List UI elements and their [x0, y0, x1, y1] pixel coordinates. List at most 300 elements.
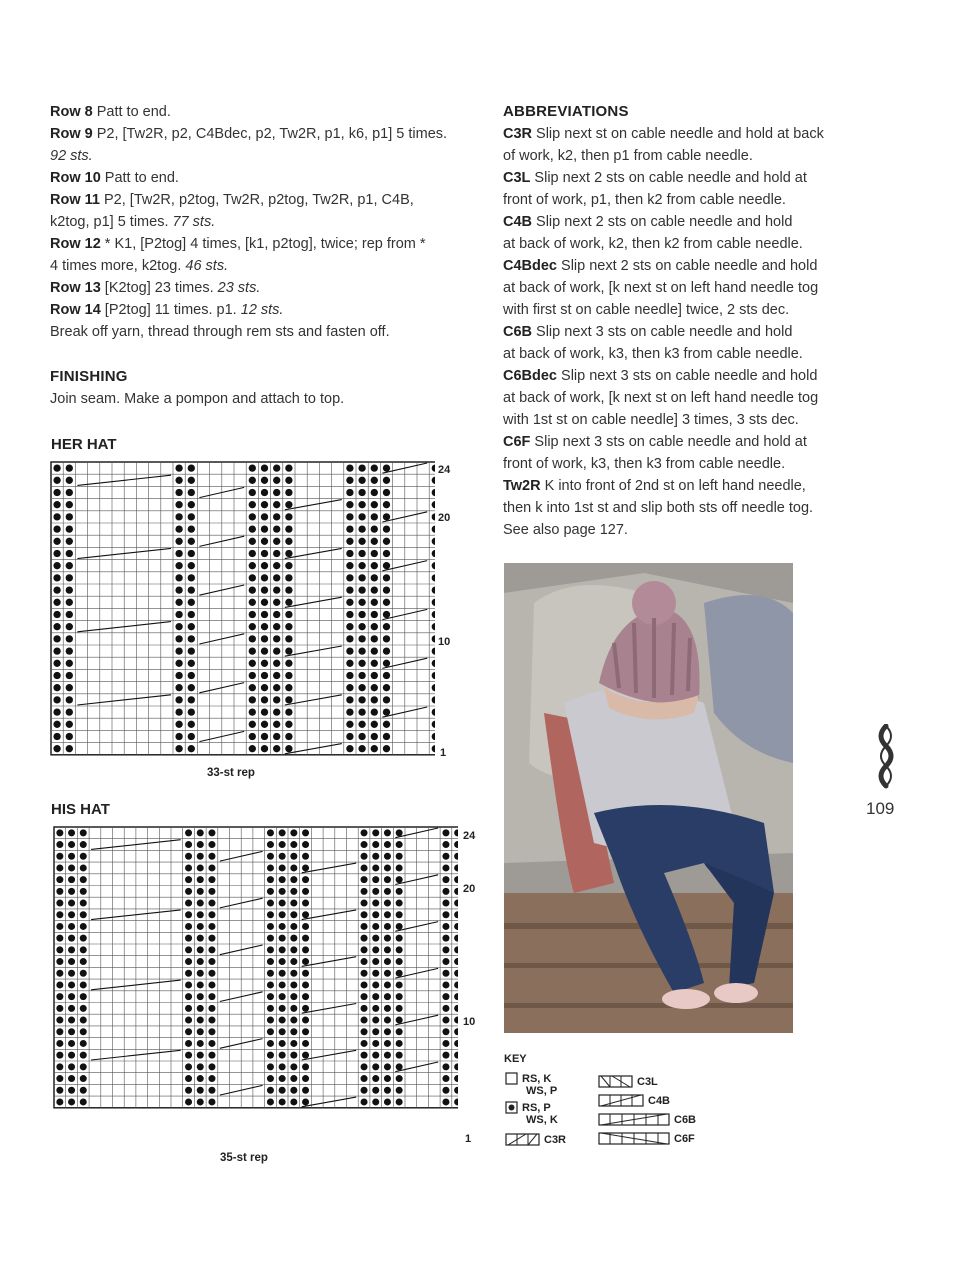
purl-dot	[346, 513, 353, 520]
purl-dot	[185, 876, 192, 883]
purl-dot	[188, 635, 195, 642]
purl-dot	[267, 911, 274, 918]
purl-dot	[290, 935, 297, 942]
purl-dot	[68, 1098, 75, 1105]
purl-dot	[384, 946, 391, 953]
purl-dot	[358, 550, 365, 557]
purl-dot	[383, 684, 390, 691]
abbreviation-line: C3R Slip next st on cable needle and hold at back	[503, 126, 824, 142]
purl-dot	[302, 911, 309, 918]
purl-dot	[371, 733, 378, 740]
purl-dot	[442, 1040, 449, 1047]
purl-dot	[290, 888, 297, 895]
purl-dot	[346, 721, 353, 728]
purl-dot	[371, 745, 378, 752]
abbreviation-line: at back of work, k2, then k2 from cable needle.	[503, 236, 803, 252]
purl-dot	[188, 611, 195, 618]
purl-dot	[80, 876, 87, 883]
purl-dot	[372, 1098, 379, 1105]
purl-dot	[267, 981, 274, 988]
purl-dot	[53, 525, 60, 532]
purl-dot	[261, 525, 268, 532]
purl-dot	[68, 923, 75, 930]
purl-dot	[290, 981, 297, 988]
purl-dot	[267, 853, 274, 860]
purl-dot	[372, 1063, 379, 1070]
purl-dot	[384, 911, 391, 918]
purl-dot	[261, 550, 268, 557]
purl-dot	[249, 477, 256, 484]
purl-dot	[66, 684, 73, 691]
purl-dot	[279, 1075, 286, 1082]
purl-dot	[197, 1040, 204, 1047]
purl-dot	[261, 464, 268, 471]
key-c3l-label: C3L	[637, 1076, 658, 1088]
purl-dot	[290, 1005, 297, 1012]
purl-dot	[185, 1075, 192, 1082]
purl-dot	[371, 599, 378, 606]
purl-dot	[185, 1063, 192, 1070]
purl-dot	[346, 538, 353, 545]
purl-dot	[383, 489, 390, 496]
purl-dot	[208, 864, 215, 871]
his-rep-label: 35-st rep	[220, 1152, 268, 1164]
purl-dot	[279, 911, 286, 918]
his-row-label-24: 24	[463, 830, 476, 842]
purl-dot	[396, 911, 403, 918]
purl-dot	[53, 550, 60, 557]
purl-dot	[188, 501, 195, 508]
purl-dot	[279, 888, 286, 895]
purl-dot	[56, 876, 63, 883]
purl-dot	[372, 1087, 379, 1094]
purl-dot	[396, 935, 403, 942]
purl-dot	[442, 923, 449, 930]
purl-dot	[383, 745, 390, 752]
purl-dot	[267, 993, 274, 1000]
purl-dot	[285, 733, 292, 740]
purl-dot	[66, 513, 73, 520]
purl-dot	[175, 599, 182, 606]
purl-dot	[302, 864, 309, 871]
purl-dot	[175, 538, 182, 545]
purl-dot	[188, 672, 195, 679]
purl-dot	[273, 513, 280, 520]
purl-dot	[358, 611, 365, 618]
purl-dot	[384, 876, 391, 883]
purl-dot	[372, 946, 379, 953]
purl-dot	[249, 599, 256, 606]
purl-dot	[358, 464, 365, 471]
purl-dot	[384, 1005, 391, 1012]
purl-dot	[53, 562, 60, 569]
instruction-line: Row 14 [P2tog] 11 times. p1. 12 sts.	[50, 302, 284, 318]
purl-dot	[68, 970, 75, 977]
purl-dot	[197, 1075, 204, 1082]
purl-dot	[273, 721, 280, 728]
purl-dot	[371, 586, 378, 593]
purl-dot	[346, 672, 353, 679]
purl-dot	[197, 853, 204, 860]
purl-dot	[302, 829, 309, 836]
purl-dot	[383, 721, 390, 728]
purl-dot	[66, 647, 73, 654]
purl-dot	[383, 599, 390, 606]
purl-dot	[197, 864, 204, 871]
purl-dot	[302, 993, 309, 1000]
purl-dot	[372, 1040, 379, 1047]
his-hat-chart	[53, 826, 458, 1148]
purl-dot	[279, 935, 286, 942]
purl-dot	[197, 970, 204, 977]
purl-dot	[68, 1005, 75, 1012]
purl-dot	[197, 1028, 204, 1035]
purl-dot	[290, 1098, 297, 1105]
purl-dot	[185, 900, 192, 907]
purl-dot	[442, 981, 449, 988]
purl-dot	[208, 1087, 215, 1094]
purl-dot	[285, 574, 292, 581]
purl-dot	[372, 864, 379, 871]
purl-dot	[208, 970, 215, 977]
purl-dot	[396, 876, 403, 883]
purl-dot	[396, 1017, 403, 1024]
abbreviation-line: C6F Slip next 3 sts on cable needle and hold at	[503, 434, 807, 450]
purl-dot	[383, 635, 390, 642]
purl-dot	[185, 981, 192, 988]
purl-dot	[346, 525, 353, 532]
purl-dot	[371, 623, 378, 630]
purl-dot	[208, 1075, 215, 1082]
purl-dot	[372, 1052, 379, 1059]
purl-dot	[249, 696, 256, 703]
purl-dot	[53, 708, 60, 715]
purl-dot	[197, 946, 204, 953]
purl-dot	[384, 1063, 391, 1070]
purl-dot	[273, 623, 280, 630]
purl-dot	[249, 672, 256, 679]
purl-dot	[188, 684, 195, 691]
purl-dot	[285, 525, 292, 532]
purl-dot	[346, 550, 353, 557]
purl-dot	[208, 853, 215, 860]
purl-dot	[346, 623, 353, 630]
purl-dot	[53, 611, 60, 618]
purl-dot	[383, 477, 390, 484]
purl-dot	[273, 489, 280, 496]
purl-dot	[285, 599, 292, 606]
purl-dot	[361, 1017, 368, 1024]
purl-dot	[56, 1040, 63, 1047]
abbreviation-line: of work, k2, then p1 from cable needle.	[503, 148, 753, 164]
purl-dot	[273, 562, 280, 569]
purl-dot	[383, 562, 390, 569]
purl-dot	[66, 696, 73, 703]
purl-dot	[208, 935, 215, 942]
abbreviation-line: with first st on cable needle] twice, 2 sts dec.	[503, 302, 790, 318]
purl-dot	[261, 623, 268, 630]
purl-dot	[302, 1028, 309, 1035]
purl-dot	[302, 1040, 309, 1047]
purl-dot	[279, 923, 286, 930]
purl-dot	[396, 1052, 403, 1059]
purl-dot	[346, 696, 353, 703]
purl-dot	[273, 745, 280, 752]
purl-dot	[290, 923, 297, 930]
purl-dot	[384, 1017, 391, 1024]
purl-dot	[66, 574, 73, 581]
purl-dot	[279, 900, 286, 907]
purl-dot	[175, 513, 182, 520]
purl-dot	[80, 888, 87, 895]
purl-dot	[68, 1017, 75, 1024]
purl-dot	[302, 1063, 309, 1070]
purl-dot	[267, 1028, 274, 1035]
purl-dot	[261, 574, 268, 581]
purl-dot	[249, 501, 256, 508]
purl-dot	[56, 1075, 63, 1082]
purl-dot	[53, 477, 60, 484]
purl-dot	[188, 721, 195, 728]
instruction-line: Row 9 P2, [Tw2R, p2, C4Bdec, p2, Tw2R, p1, k6, p1] 5 times.	[50, 126, 448, 142]
purl-dot	[249, 733, 256, 740]
purl-dot	[249, 550, 256, 557]
purl-dot	[261, 599, 268, 606]
purl-dot	[175, 464, 182, 471]
purl-dot	[361, 911, 368, 918]
purl-dot	[175, 586, 182, 593]
purl-dot	[68, 993, 75, 1000]
purl-dot	[175, 550, 182, 557]
purl-dot	[383, 733, 390, 740]
purl-dot	[361, 900, 368, 907]
purl-dot	[261, 647, 268, 654]
purl-dot	[56, 1087, 63, 1094]
purl-dot	[197, 958, 204, 965]
purl-dot	[302, 970, 309, 977]
purl-dot	[185, 923, 192, 930]
purl-dot	[290, 970, 297, 977]
purl-dot	[279, 1052, 286, 1059]
purl-dot	[66, 599, 73, 606]
abbreviation-line: with 1st st on cable needle] 3 times, 3 sts dec.	[503, 412, 799, 428]
purl-dot	[267, 876, 274, 883]
purl-dot	[175, 708, 182, 715]
purl-dot	[442, 829, 449, 836]
cable-motif-icon	[874, 724, 898, 794]
purl-dot	[273, 611, 280, 618]
purl-dot	[188, 574, 195, 581]
purl-dot	[68, 888, 75, 895]
purl-dot	[361, 923, 368, 930]
purl-dot	[80, 1087, 87, 1094]
purl-dot	[396, 970, 403, 977]
purl-dot	[197, 935, 204, 942]
purl-dot	[346, 574, 353, 581]
purl-dot	[285, 562, 292, 569]
purl-dot	[56, 970, 63, 977]
purl-dot	[383, 647, 390, 654]
purl-dot	[361, 993, 368, 1000]
abbreviation-line: C6Bdec Slip next 3 sts on cable needle and hold	[503, 368, 818, 384]
purl-dot	[371, 464, 378, 471]
purl-dot	[396, 1063, 403, 1070]
purl-dot	[273, 672, 280, 679]
purl-dot	[358, 586, 365, 593]
purl-dot	[249, 660, 256, 667]
purl-dot	[273, 464, 280, 471]
purl-dot	[279, 1087, 286, 1094]
purl-dot	[371, 574, 378, 581]
purl-dot	[175, 660, 182, 667]
purl-dot	[290, 841, 297, 848]
purl-dot	[208, 876, 215, 883]
purl-dot	[175, 574, 182, 581]
his-row-label-1: 1	[465, 1133, 472, 1145]
purl-dot	[273, 635, 280, 642]
purl-dot	[290, 993, 297, 1000]
purl-dot	[302, 1005, 309, 1012]
purl-dot	[290, 876, 297, 883]
purl-dot	[302, 888, 309, 895]
purl-dot	[361, 1098, 368, 1105]
purl-dot	[185, 1087, 192, 1094]
purl-dot	[384, 958, 391, 965]
purl-dot	[442, 970, 449, 977]
purl-dot	[396, 1098, 403, 1105]
key-c3r-label: C3R	[544, 1134, 567, 1146]
purl-dot	[188, 623, 195, 630]
purl-dot	[358, 672, 365, 679]
purl-dot	[261, 708, 268, 715]
purl-dot	[66, 611, 73, 618]
purl-dot	[361, 1075, 368, 1082]
finishing-heading: FINISHING	[50, 368, 128, 385]
purl-dot	[396, 853, 403, 860]
purl-dot	[66, 672, 73, 679]
purl-dot	[68, 946, 75, 953]
purl-dot	[80, 1063, 87, 1070]
purl-dot	[273, 586, 280, 593]
purl-dot	[383, 623, 390, 630]
purl-dot	[285, 745, 292, 752]
purl-dot	[208, 911, 215, 918]
key-heading: KEY	[504, 1053, 527, 1065]
purl-dot	[302, 876, 309, 883]
purl-dot	[279, 1098, 286, 1105]
purl-dot	[208, 946, 215, 953]
purl-dot	[267, 1052, 274, 1059]
purl-dot	[188, 647, 195, 654]
purl-dot	[188, 745, 195, 752]
purl-dot	[358, 721, 365, 728]
purl-dot	[66, 489, 73, 496]
purl-dot	[185, 1040, 192, 1047]
purl-dot	[80, 946, 87, 953]
purl-dot	[290, 864, 297, 871]
purl-dot	[442, 958, 449, 965]
purl-dot	[208, 993, 215, 1000]
purl-dot	[66, 538, 73, 545]
purl-dot	[358, 599, 365, 606]
purl-dot	[208, 1040, 215, 1047]
purl-dot	[66, 464, 73, 471]
purl-dot	[208, 900, 215, 907]
purl-dot	[285, 611, 292, 618]
purl-dot	[249, 623, 256, 630]
purl-dot	[279, 1063, 286, 1070]
purl-dot	[197, 1052, 204, 1059]
purl-dot	[442, 1017, 449, 1024]
purl-dot	[185, 958, 192, 965]
purl-dot	[358, 623, 365, 630]
purl-dot	[302, 1017, 309, 1024]
purl-dot	[383, 525, 390, 532]
purl-dot	[68, 935, 75, 942]
purl-dot	[384, 1098, 391, 1105]
purl-dot	[208, 841, 215, 848]
purl-dot	[346, 660, 353, 667]
key-c6f-label: C6F	[674, 1133, 695, 1145]
purl-dot	[197, 876, 204, 883]
abbreviations-list	[503, 123, 863, 541]
purl-dot	[285, 586, 292, 593]
her-rep-label: 33-st rep	[207, 767, 255, 779]
purl-dot	[185, 970, 192, 977]
purl-dot	[383, 501, 390, 508]
purl-dot	[358, 647, 365, 654]
purl-dot	[267, 888, 274, 895]
abbreviation-line: front of work, k3, then k3 from cable needle.	[503, 456, 786, 472]
purl-dot	[361, 1087, 368, 1094]
purl-dot	[279, 1028, 286, 1035]
purl-dot	[273, 477, 280, 484]
purl-dot	[53, 660, 60, 667]
purl-dot	[361, 970, 368, 977]
purl-dot	[384, 853, 391, 860]
purl-dot	[175, 696, 182, 703]
purl-dot	[396, 1040, 403, 1047]
purl-dot	[80, 1005, 87, 1012]
purl-dot	[346, 684, 353, 691]
purl-dot	[372, 888, 379, 895]
purl-dot	[56, 993, 63, 1000]
purl-dot	[261, 635, 268, 642]
purl-dot	[188, 660, 195, 667]
purl-dot	[285, 696, 292, 703]
purl-dot	[273, 708, 280, 715]
purl-dot	[371, 477, 378, 484]
purl-dot	[66, 635, 73, 642]
purl-dot	[267, 829, 274, 836]
purl-dot	[396, 829, 403, 836]
purl-dot	[442, 1087, 449, 1094]
purl-dot	[372, 1017, 379, 1024]
purl-dot	[66, 477, 73, 484]
purl-dot	[346, 708, 353, 715]
purl-dot	[372, 911, 379, 918]
purl-dot	[175, 525, 182, 532]
purl-dot	[53, 733, 60, 740]
purl-dot	[384, 864, 391, 871]
purl-dot	[56, 935, 63, 942]
purl-dot	[371, 708, 378, 715]
purl-dot	[80, 1098, 87, 1105]
key-knit-label: RS, K WS, P	[522, 1073, 558, 1097]
purl-dot	[185, 829, 192, 836]
purl-dot	[53, 672, 60, 679]
purl-dot	[53, 501, 60, 508]
